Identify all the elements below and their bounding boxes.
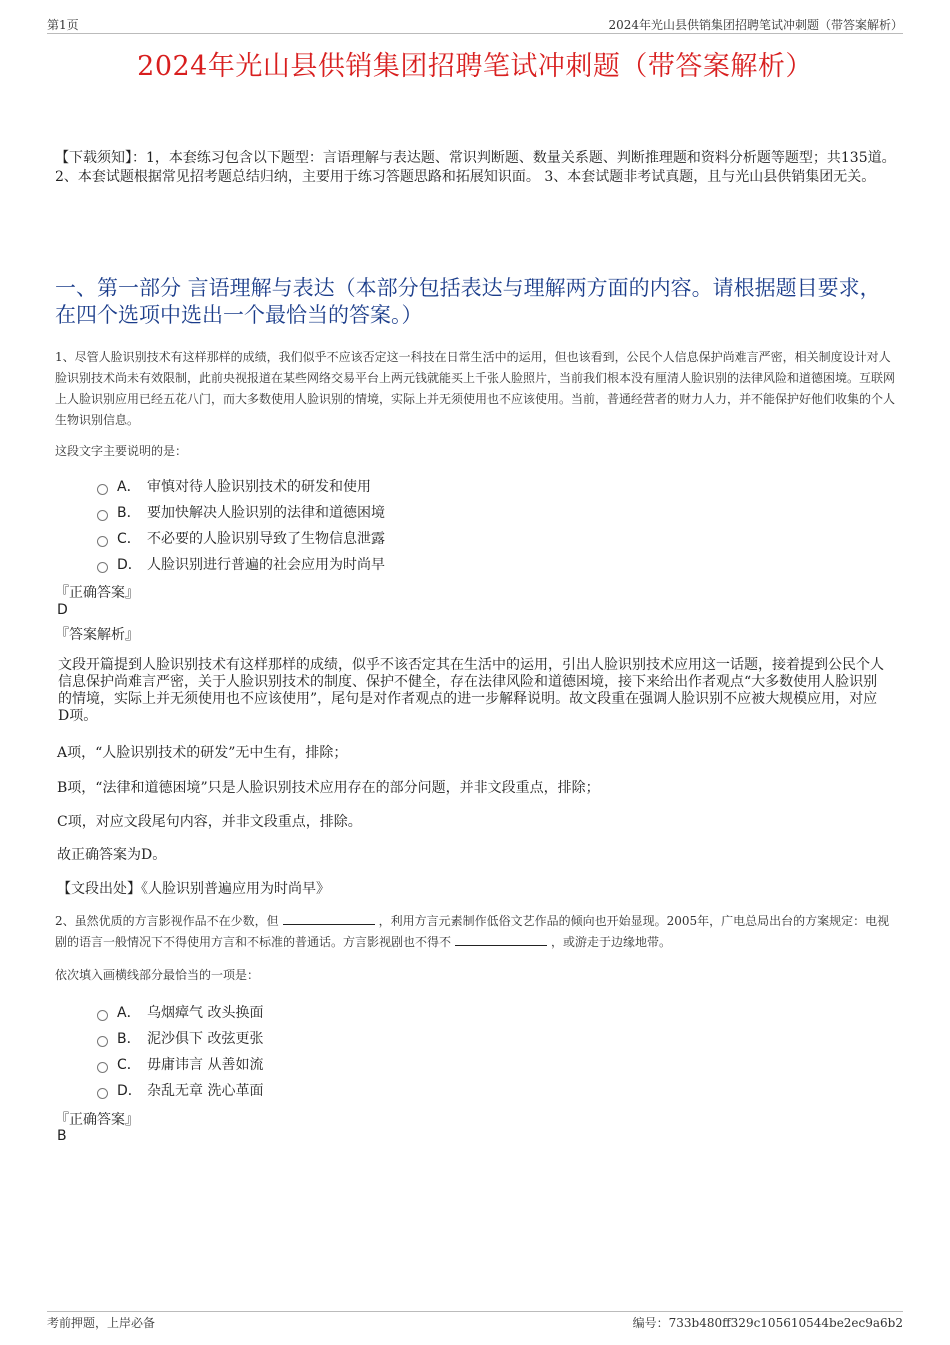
document-id: 编号：733b480ff329c105610544be2ec9a6b2 bbox=[632, 1316, 903, 1330]
option-letter: D． bbox=[117, 1083, 142, 1099]
option-letter: C． bbox=[117, 1057, 141, 1073]
question-1-answer-label: 『正确答案』 bbox=[55, 585, 139, 601]
fill-blank-1[interactable] bbox=[283, 912, 375, 925]
question-1-source: 【文段出处】《人脸识别普遍应用为时尚早》 bbox=[57, 881, 330, 897]
question-2-stem: 依次填入画横线部分最恰当的一项是： bbox=[55, 968, 260, 982]
download-notice: 【下载须知】：1，本套练习包含以下题型：言语理解与表达题、常识判断题、数量关系题、判断推理题和资料分析题等题型；共135道。 2、本套试题根据常见招考题总结归纳，主要用于练习答题思路和拓展知识面。 3、本套试题非考试真题，且与光山县供销集团无关。 bbox=[55, 150, 896, 185]
analysis-note-c: C项，对应文段尾句内容，并非文段重点，排除。 bbox=[57, 814, 362, 830]
question-2-option-b[interactable] bbox=[97, 1028, 263, 1048]
question-1-answer: D bbox=[57, 602, 68, 618]
radio-icon[interactable] bbox=[97, 1088, 108, 1099]
page-number: 第1页 bbox=[47, 18, 79, 32]
page-title: 2024年光山县供销集团招聘笔试冲刺题（带答案解析） bbox=[137, 51, 813, 82]
header-doc-title: 2024年光山县供销集团招聘笔试冲刺题（带答案解析） bbox=[608, 18, 903, 32]
question-2-option-c[interactable] bbox=[97, 1054, 263, 1074]
footer-slogan: 考前押题，上岸必备 bbox=[47, 1316, 156, 1330]
question-1-stem: 这段文字主要说明的是： bbox=[55, 444, 188, 458]
option-letter: D． bbox=[117, 557, 142, 573]
option-letter: A． bbox=[117, 1005, 141, 1021]
question-2-text bbox=[55, 911, 900, 953]
option-letter: B． bbox=[117, 1031, 141, 1047]
analysis-note-a: A项，“人脸识别技术的研发”无中生有，排除； bbox=[57, 745, 348, 761]
section-title: 一、第一部分 言语理解与表达（本部分包括表达与理解两方面的内容。请根据题目要求，在四个选项中选出一个最恰当的答案。） bbox=[55, 276, 881, 327]
radio-icon[interactable] bbox=[97, 510, 108, 521]
option-letter: A． bbox=[117, 479, 141, 495]
option-text: 审慎对待人脸识别技术的研发和使用 bbox=[147, 479, 371, 495]
analysis-conclusion: 故正确答案为D。 bbox=[57, 847, 167, 863]
question-2-text-part2: ，利用方言元素制作低俗文艺作品的倾向也开始显现。2005年，广电总局出台的方案规定：电视剧的语言一般情况下不得使用方言和不标准的普通话。方言影视剧也不得不 bbox=[55, 914, 890, 949]
question-1-analysis: 文段开篇提到人脸识别技术有这样那样的成绩，似乎不该否定其在生活中的运用，引出人脸识别技术应用这一话题，接着提到公民个人信息保护尚难言严密，关于人脸识别技术的制度、保护不健全，存在法律风险和道德困境，接下来给出作者观点“大多数使用人脸识别的情境，实际上并无须使用也不应该使用”，尾句是对作者观点的进一步解释说明。故文段重在强调人脸识别不应被大规模应用，对应D项。 bbox=[58, 657, 884, 724]
question-2-answer-label: 『正确答案』 bbox=[55, 1112, 139, 1128]
question-1-analysis-label: 『答案解析』 bbox=[55, 627, 139, 643]
question-1-option-b[interactable] bbox=[97, 502, 385, 522]
option-text: 不必要的人脸识别导致了生物信息泄露 bbox=[147, 531, 385, 547]
question-2-option-a[interactable] bbox=[97, 1002, 263, 1022]
fill-blank-2[interactable] bbox=[455, 933, 547, 946]
question-2-option-d[interactable] bbox=[97, 1080, 263, 1100]
analysis-note-b: B项，“法律和道德困境”只是人脸识别技术应用存在的部分问题，并非文段重点，排除； bbox=[57, 780, 600, 796]
radio-icon[interactable] bbox=[97, 1010, 108, 1021]
option-letter: C． bbox=[117, 531, 141, 547]
option-letter: B． bbox=[117, 505, 141, 521]
radio-icon[interactable] bbox=[97, 1062, 108, 1073]
question-2-answer: B bbox=[57, 1128, 67, 1144]
radio-icon[interactable] bbox=[97, 1036, 108, 1047]
radio-icon[interactable] bbox=[97, 536, 108, 547]
question-1-option-c[interactable] bbox=[97, 528, 385, 548]
option-text: 乌烟瘴气 改头换面 bbox=[147, 1005, 264, 1021]
option-text: 要加快解决人脸识别的法律和道德困境 bbox=[147, 505, 385, 521]
question-2-text-part1: 2、虽然优质的方言影视作品不在少数，但 bbox=[55, 914, 279, 928]
option-text: 人脸识别进行普遍的社会应用为时尚早 bbox=[147, 557, 385, 573]
question-1-option-a[interactable] bbox=[97, 476, 371, 496]
question-2-text-part3: ，或游走于边缘地带。 bbox=[551, 935, 672, 949]
question-1-option-d[interactable] bbox=[97, 554, 385, 574]
footer-divider bbox=[47, 1311, 903, 1312]
header-divider bbox=[47, 33, 903, 34]
radio-icon[interactable] bbox=[97, 484, 108, 495]
question-1-text: 1、尽管人脸识别技术有这样那样的成绩，我们似乎不应该否定这一科技在日常生活中的运用，但也该看到，公民个人信息保护尚难言严密，相关制度设计对人脸识别技术尚未有效限制，此前央视报道在某些网络交易平台上两元钱就能买上千张人脸照片，当前我们根本没有厘清人脸识别的法律风险和道德困境。互联网上人脸识别应用已经五花八门，而大多数使用人脸识别的情境，实际上并无须使用也不应该使用。当前，普通经营者的财力人力，并不能保护好他们收集的个人生物识别信息。 bbox=[55, 350, 896, 427]
radio-icon[interactable] bbox=[97, 562, 108, 573]
option-text: 杂乱无章 洗心革面 bbox=[147, 1083, 264, 1099]
option-text: 泥沙俱下 改弦更张 bbox=[147, 1031, 264, 1047]
option-text: 毋庸讳言 从善如流 bbox=[147, 1057, 264, 1073]
